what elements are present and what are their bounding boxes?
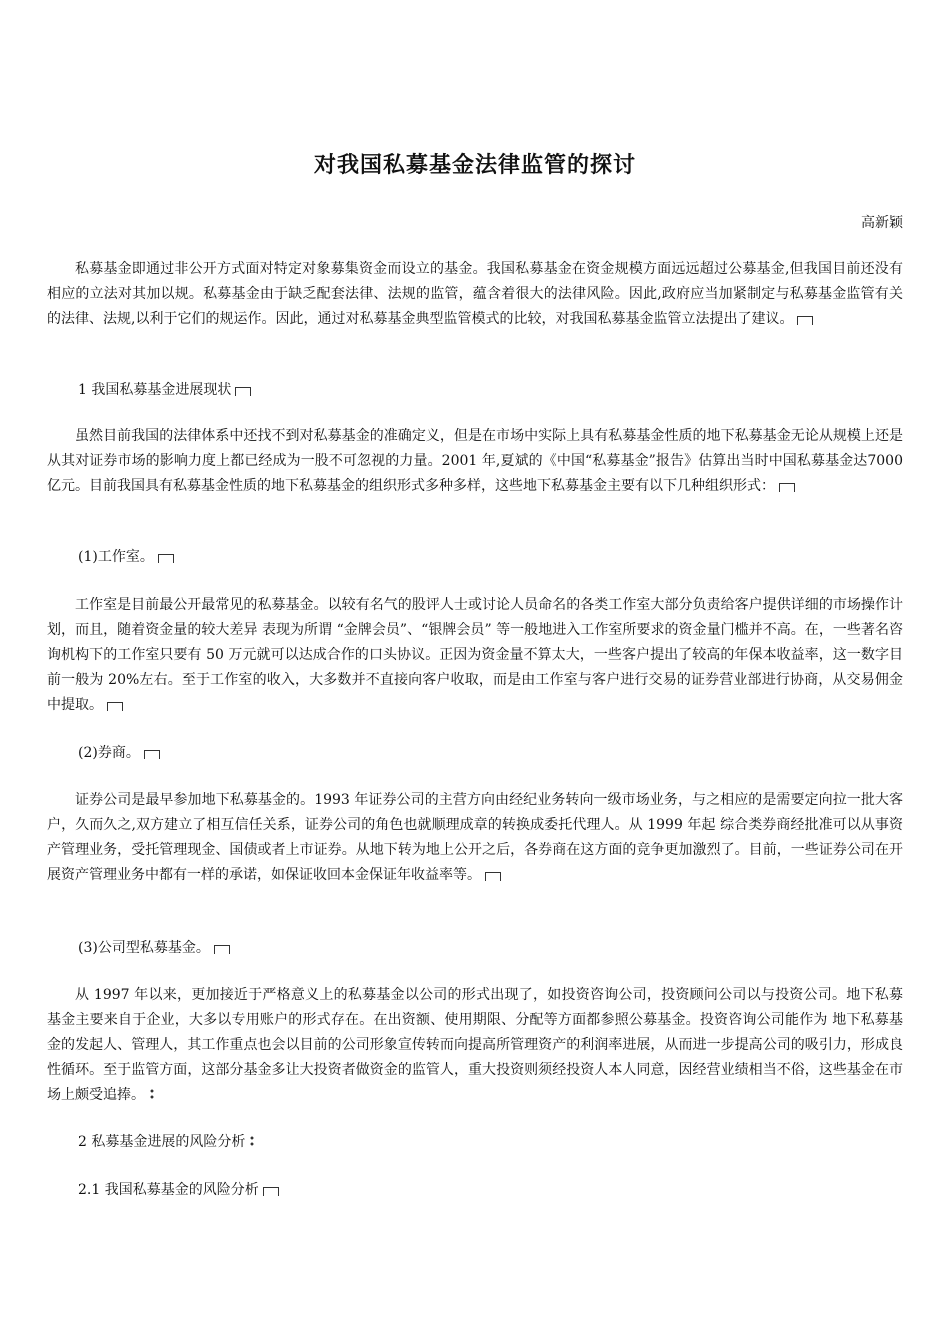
paragraph-mark-icon — [158, 554, 174, 563]
document-title: 对我国私募基金法律监管的探讨 — [313, 153, 636, 178]
paragraph-brokerage: 证券公司是最早参加地下私募基金的。1993 年证券公司的主营方向由经纪业务转向一级市场业务，与之相应的是需要定向拉一批大客户，久而久之,双方建立了相互信任关系，证券公司的角色也就顺理成章的转换成委托代理人。从 1999 年起 综合类券商经批准可以从事资产管理业务，受托管理现金、国债或者上市证券。从地下转为地上公开之后，各券商在这方面的竞争更加激烈了。目前，一些证券公司在开展资产管理业务中都有一样的承诺，如保证收回本金保证年收益率等。 — [47, 792, 903, 883]
paragraph-status: 虽然目前我国的法律体系中还找不到对私募基金的准确定义，但是在市场中实际上具有私募基金性质的地下私募基金无论从规模上还是从其对证券市场的影响力度上都已经成为一股不可忽视的力量。2001 年,夏斌的《中国“私募基金”报告》估算出当时中国私募基金达7000 亿元。目前我国具有私募基金性质的地下私募基金的组织形式多种多样，这些地下私募基金主要有以下几种组织形式： — [47, 428, 903, 494]
paragraph-mark-icon — [485, 872, 501, 881]
section-heading-2-1: 2.1 我国私募基金的风险分析 — [78, 1178, 279, 1203]
paragraph-mark-icon — [249, 1135, 255, 1147]
subheading-company-fund: (3)公司型私募基金。 — [78, 936, 230, 961]
paragraph-mark-icon — [144, 750, 160, 759]
section-heading-2: 2 私募基金进展的风险分析 — [78, 1130, 255, 1155]
paragraph-mark-icon — [214, 945, 230, 954]
document-author: 高新颖 — [861, 215, 903, 231]
paragraph-mark-icon — [797, 316, 813, 325]
paragraph-mark-icon — [149, 1088, 155, 1100]
paragraph-studio: 工作室是目前最公开最常见的私募基金。以较有名气的股评人士或讨论人员命名的各类工作室大部分负责给客户提供详细的市场操作计划，而且，随着资金量的较大差异 表现为所谓 “金牌会员”、“银牌会员” 等一般地进入工作室所要求的资金量门槛并不高。在，一些著名咨询机构下的工作室只要有 50 万元就可以达成合作的口头协议。正因为资金量不算太大，一些客户提出了较高的年保本收益率，这一数字目前一般为 20%左右。至于工作室的收入，大多数并不直接向客户收取，而是由工作室与客户进行交易的证券营业部进行协商，从交易佣金中提取。 — [47, 597, 903, 713]
paragraph-mark-icon — [779, 483, 795, 492]
subheading-brokerage: (2)券商。 — [78, 741, 160, 766]
paragraph-company-fund: 从 1997 年以来，更加接近于严格意义上的私募基金以公司的形式出现了，如投资咨询公司，投资顾问公司以与投资公司。地下私募基金主要来自于企业，大多以专用账户的形式存在。在出资额、使用期限、分配等方面都参照公募基金。投资咨询公司能作为 地下私募基金的发起人、管理人，其工作重点也会以目前的公司形象宣传转而向提高所管理资产的利润率进展，从而进一步提高公司的吸引力，形成良性循环。至于监管方面，这部分基金多让大投资者做资金的监管人，重大投资则须经投资人本人同意，因经营业绩相当不俗，这些基金在市场上颇受追捧。 — [47, 987, 903, 1103]
subheading-studio: (1)工作室。 — [78, 545, 174, 570]
paragraph-intro: 私募基金即通过非公开方式面对特定对象募集资金而设立的基金。我国私募基金在资金规模方面远远超过公募基金,但我国目前还没有相应的立法对其加以规。私募基金由于缺乏配套法律、法规的监管，蕴含着很大的法律风险。因此,政府应当加紧制定与私募基金监管有关的法律、法规,以利于它们的规运作。因此，通过对私募基金典型监管模式的比较，对我国私募基金监管立法提出了建议。 — [47, 261, 903, 327]
paragraph-mark-icon — [235, 387, 251, 396]
paragraph-mark-icon — [263, 1187, 279, 1196]
paragraph-mark-icon — [107, 702, 123, 711]
section-heading-1: 1 我国私募基金进展现状 — [78, 378, 251, 403]
